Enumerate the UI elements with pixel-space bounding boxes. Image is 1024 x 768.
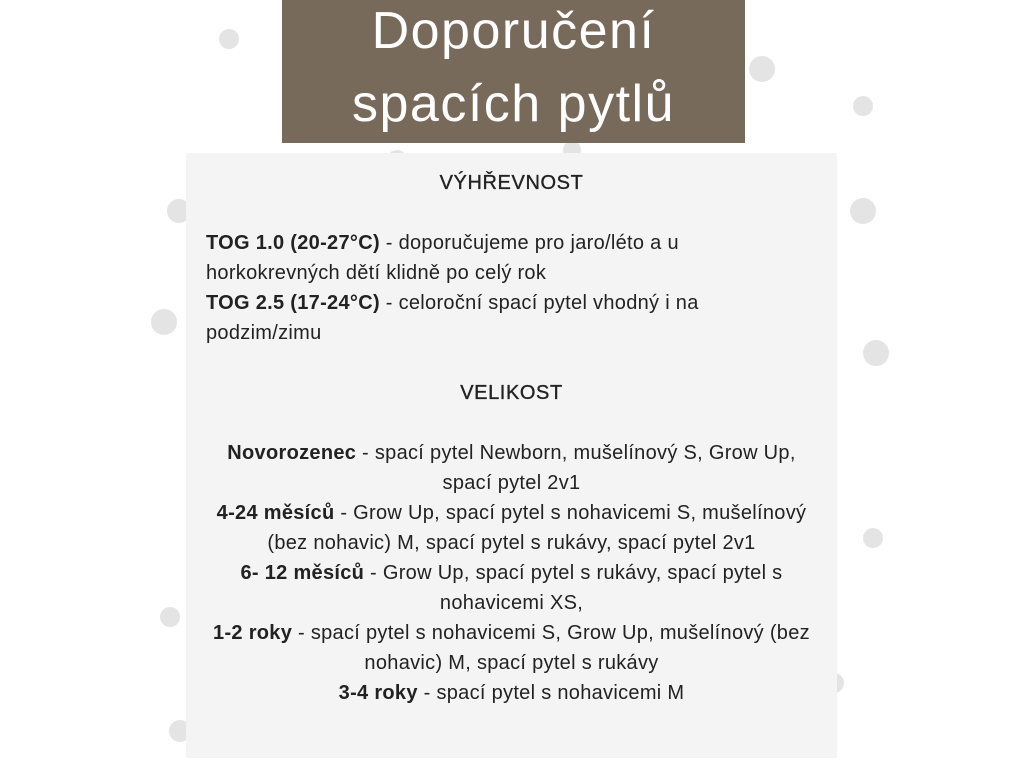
item-label: 3-4 roky xyxy=(338,682,418,704)
decorative-dot xyxy=(853,96,873,116)
decorative-dot xyxy=(160,607,180,627)
page-title-line-1: Doporučení xyxy=(371,2,656,60)
item-label: 6- 12 měsíců xyxy=(240,562,365,584)
item-text: - Grow Up, spací pytel s nohavicemi S, mušelínový (bez nohavic) M, spací pytel s rukávy, spací pytel 2v1 xyxy=(267,502,807,554)
size-item-6-12-months xyxy=(206,558,817,618)
item-text: - spací pytel s nohavicemi S, Grow Up, mušelínový (bez nohavic) M, spací pytel s rukávy xyxy=(298,622,810,674)
item-label: 1-2 roky xyxy=(213,622,293,644)
decorative-dot xyxy=(863,340,889,366)
item-label: Novorozenec xyxy=(227,442,357,464)
item-text: - celoroční spací pytel vhodný i na podzim/zimu xyxy=(206,292,699,344)
item-label: 4-24 měsíců xyxy=(216,502,335,524)
warmth-list xyxy=(186,228,837,348)
item-text: - spací pytel Newborn, mušelínový S, Grow Up, spací pytel 2v1 xyxy=(362,442,796,494)
title-banner xyxy=(282,0,745,143)
warmth-heading: VÝHŘEVNOST xyxy=(439,172,584,194)
size-item-3-4-years xyxy=(206,678,817,708)
item-label: TOG 2.5 (17-24°C) xyxy=(206,292,380,314)
decorative-dot xyxy=(219,29,239,49)
decorative-dot xyxy=(749,56,775,82)
size-list xyxy=(186,438,837,708)
size-item-newborn xyxy=(206,438,817,498)
decorative-dot xyxy=(850,198,876,224)
item-text: - spací pytel s nohavicemi M xyxy=(423,682,685,704)
item-text: - Grow Up, spací pytel s rukávy, spací pytel s nohavicemi XS, xyxy=(370,562,783,614)
decorative-dot xyxy=(863,528,883,548)
page-title-line-2: spacích pytlů xyxy=(352,75,675,133)
warmth-item-tog-2-5 xyxy=(206,288,817,348)
content-panel xyxy=(186,153,837,758)
warmth-item-tog-1 xyxy=(206,228,817,288)
size-heading: VELIKOST xyxy=(460,382,563,404)
decorative-dot xyxy=(151,309,177,335)
size-item-4-24-months xyxy=(206,498,817,558)
size-item-1-2-years xyxy=(206,618,817,678)
item-text: - doporučujeme pro jaro/léto a u horkokrevných dětí klidně po celý rok xyxy=(206,232,679,284)
item-label: TOG 1.0 (20-27°C) xyxy=(206,232,380,254)
